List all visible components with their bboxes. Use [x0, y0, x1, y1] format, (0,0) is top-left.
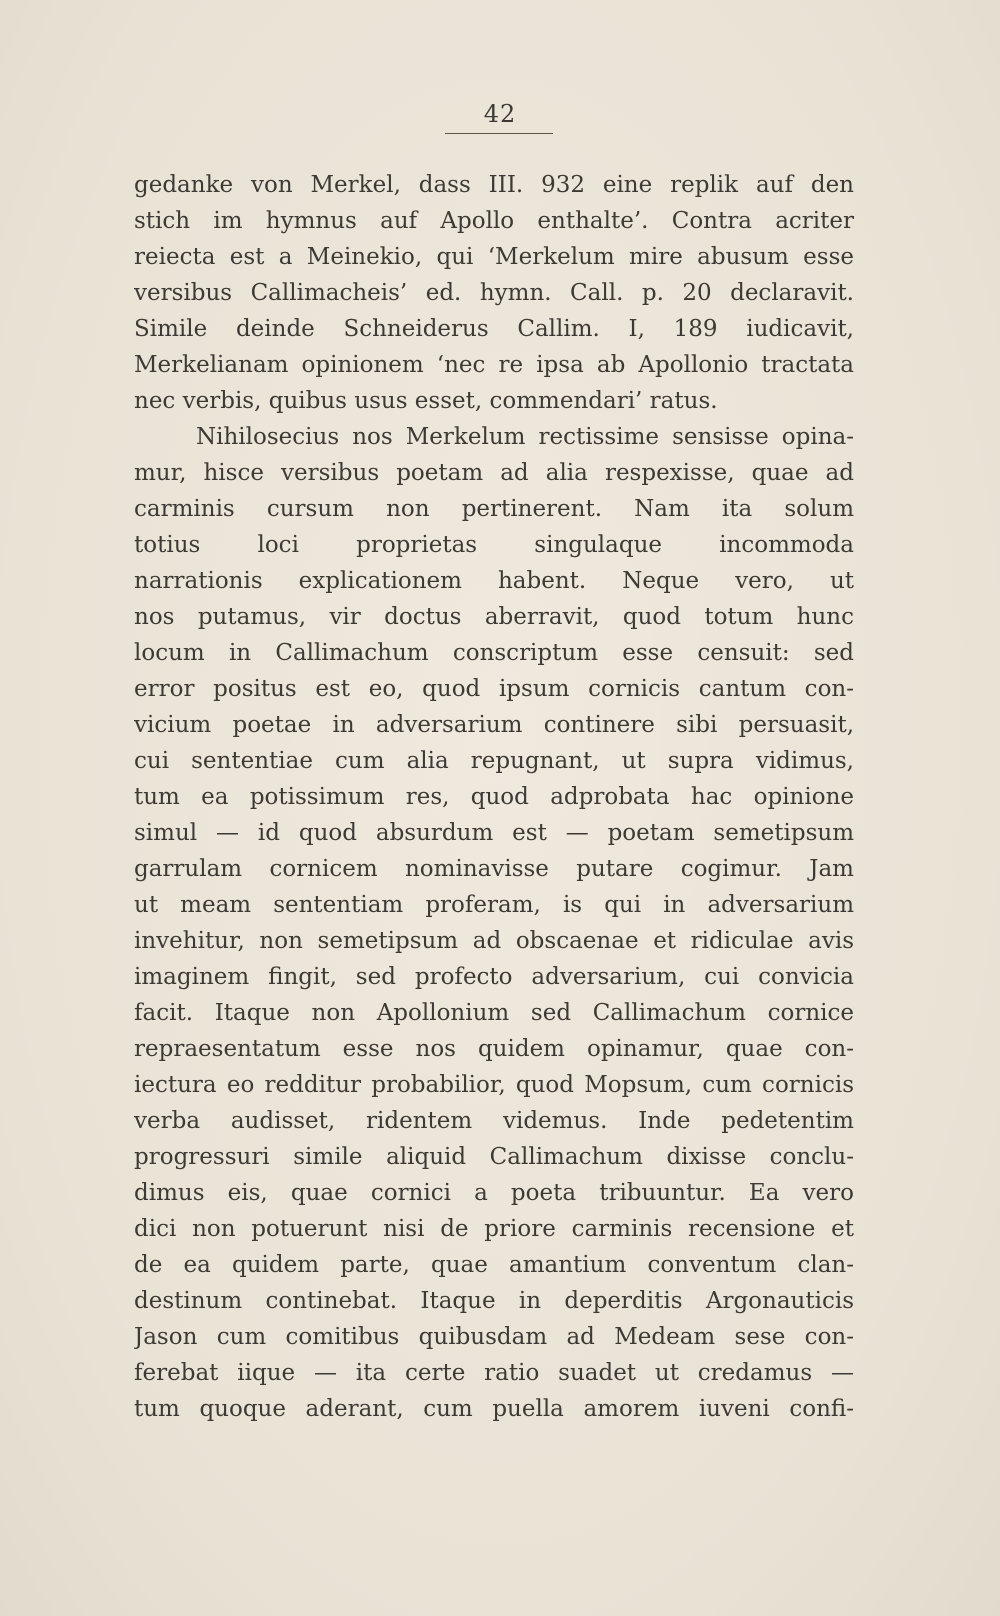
text-line: iectura eo redditur probabilior, quod Mopsum, cum cornicis — [134, 1072, 854, 1098]
text-line: nos putamus, vir doctus aberravit, quod totum hunc — [134, 604, 854, 630]
text-line: repraesentatum esse nos quidem opinamur, quae con- — [134, 1036, 854, 1062]
text-line: ut meam sententiam proferam, is qui in adversarium — [134, 892, 854, 918]
paragraph-start-line: Nihilosecius nos Merkelum rectissime sensisse opina- — [196, 424, 854, 450]
text-line: totius loci proprietas singulaque incommoda — [134, 532, 854, 558]
text-line: reiecta est a Meinekio, qui ‘Merkelum mire abusum esse — [134, 244, 854, 270]
text-line: garrulam cornicem nominavisse putare cogimur. Jam — [134, 856, 854, 882]
text-line: de ea quidem parte, quae amantium conventum clan- — [134, 1252, 854, 1278]
text-line: verba audisset, ridentem videmus. Inde pedetentim — [134, 1108, 854, 1134]
text-line: tum ea potissimum res, quod adprobata hac opinione — [134, 784, 854, 810]
text-line: facit. Itaque non Apollonium sed Callimachum cornice — [134, 1000, 854, 1026]
text-line: invehitur, non semetipsum ad obscaenae et ridiculae avis — [134, 928, 854, 954]
text-line: nec verbis, quibus usus esset, commendari’ ratus. — [134, 388, 718, 414]
text-line: destinum continebat. Itaque in deperditis Argonauticis — [134, 1288, 854, 1314]
text-line: Merkelianam opinionem ‘nec re ipsa ab Apollonio tractata — [134, 352, 854, 378]
text-line: vicium poetae in adversarium continere sibi persuasit, — [134, 712, 854, 738]
page-number: 42 — [483, 100, 517, 128]
text-line: mur, hisce versibus poetam ad alia respexisse, quae ad — [134, 460, 854, 486]
text-line: error positus est eo, quod ipsum cornicis cantum con- — [134, 676, 854, 702]
text-line: ferebat iique — ita certe ratio suadet ut credamus — — [134, 1360, 854, 1386]
text-line: Jason cum comitibus quibusdam ad Medeam sese con- — [134, 1324, 854, 1350]
text-line: gedanke von Merkel, dass III. 932 eine replik auf den — [134, 172, 854, 198]
page-number-rule — [445, 133, 553, 134]
text-line: versibus Callimacheis’ ed. hymn. Call. p. 20 declaravit. — [134, 280, 854, 306]
text-line: dimus eis, quae cornici a poeta tribuuntur. Ea vero — [134, 1180, 854, 1206]
text-line: Simile deinde Schneiderus Callim. I, 189 iudicavit, — [134, 316, 854, 342]
text-line: imaginem fingit, sed profecto adversarium, cui convicia — [134, 964, 854, 990]
body-text — [134, 167, 854, 1427]
text-line: progressuri simile aliquid Callimachum dixisse conclu- — [134, 1144, 854, 1170]
text-line: cui sententiae cum alia repugnant, ut supra vidimus, — [134, 748, 854, 774]
text-line: dici non potuerunt nisi de priore carminis recensione et — [134, 1216, 854, 1242]
text-line: stich im hymnus auf Apollo enthalte’. Contra acriter — [134, 208, 854, 234]
text-line: tum quoque aderant, cum puella amorem iuveni confi- — [134, 1396, 854, 1422]
text-line: narrationis explicationem habent. Neque vero, ut — [134, 568, 854, 594]
text-line: locum in Callimachum conscriptum esse censuit: sed — [134, 640, 854, 666]
text-line: simul — id quod absurdum est — poetam semetipsum — [134, 820, 854, 846]
text-line: carminis cursum non pertinerent. Nam ita solum — [134, 496, 854, 522]
